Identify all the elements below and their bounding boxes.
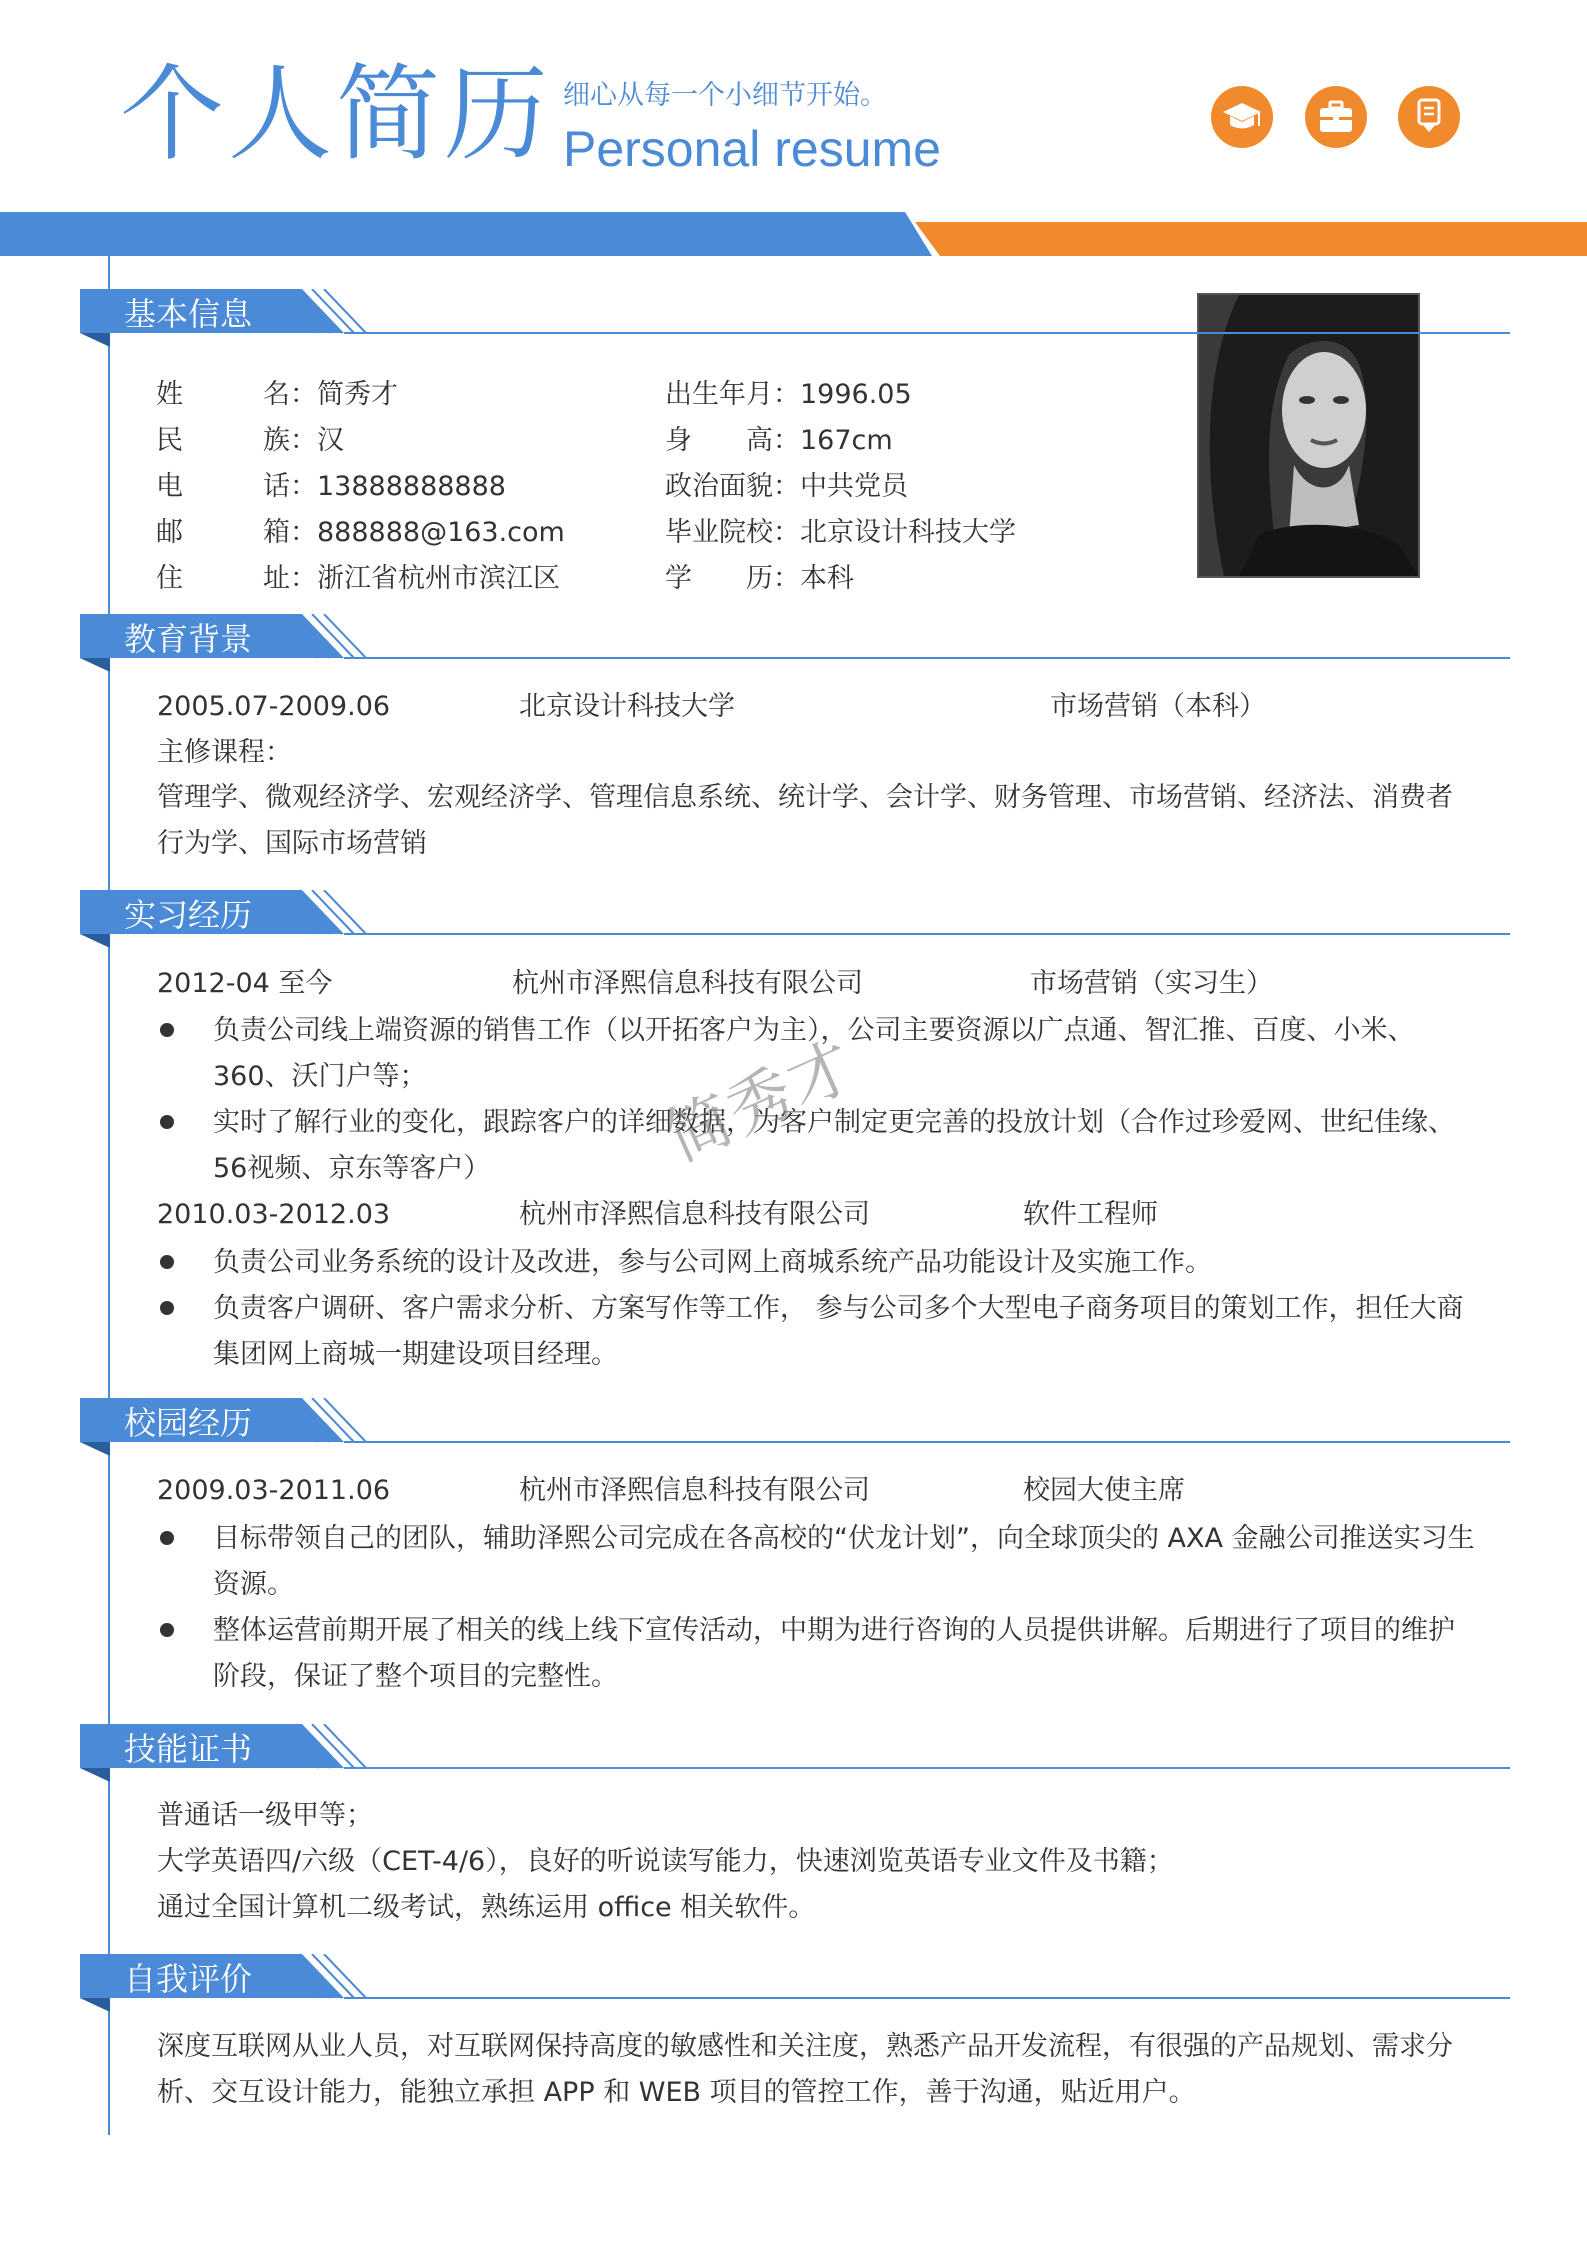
timeline-line (108, 255, 110, 2135)
info-label: 政治面貌 (665, 471, 773, 502)
section-title: 基本信息 (124, 295, 253, 333)
skill-item: 大学英语四/六级（CET-4/6），良好的听说读写能力，快速浏览英语专业文件及书籍； (157, 1846, 1174, 1877)
bullet-dot (160, 1255, 174, 1269)
info-value: ：本科 (773, 563, 854, 594)
job-company: 杭州市泽熙信息科技有限公司 (512, 968, 863, 999)
info-label: 身高 (665, 425, 773, 456)
bullet-dot (160, 1623, 174, 1637)
header-banner (0, 212, 1587, 256)
skill-item: 普通话一级甲等； (157, 1800, 373, 1831)
info-label: 住址 (156, 563, 290, 594)
info-label: 姓名 (156, 379, 290, 410)
bullet-dot (160, 1531, 174, 1545)
info-row (665, 464, 908, 502)
section-header-internship (80, 890, 1510, 952)
page-title: 个人简历 (120, 53, 553, 175)
info-row (156, 464, 506, 502)
section-header-skills (80, 1724, 1510, 1786)
info-row (156, 510, 565, 548)
section-header-self (80, 1954, 1510, 2016)
info-row (156, 372, 398, 410)
section-header-education (80, 614, 1510, 676)
courses-label: 主修课程： (157, 737, 292, 768)
info-value: ：浙江省杭州市滨江区 (290, 563, 560, 594)
info-value: ：北京设计科技大学 (773, 517, 1016, 548)
campus-company: 杭州市泽熙信息科技有限公司 (519, 1475, 870, 1506)
bullet-dot (160, 1115, 174, 1129)
briefcase-icon (1305, 86, 1367, 148)
info-label: 学历 (665, 563, 773, 594)
edu-period: 2005.07-2009.06 (157, 691, 391, 722)
campus-bullet: 目标带领自己的团队，辅助泽熙公司完成在各高校的“伏龙计划”，向全球顶尖的 AXA 金融公司推送实习生资源。 (213, 1523, 1475, 1600)
section-header-campus (80, 1398, 1510, 1460)
bullet-dot (160, 1023, 174, 1037)
info-row (156, 418, 344, 456)
job-role: 软件工程师 (1023, 1199, 1158, 1230)
info-row (665, 510, 1016, 548)
info-value: ：888888@163.com (290, 517, 565, 548)
info-label: 民族 (156, 425, 290, 456)
section-title: 校园经历 (124, 1404, 253, 1442)
section-title: 实习经历 (124, 896, 253, 934)
job-bullet: 负责客户调研、客户需求分析、方案写作等工作， 参与公司多个大型电子商务项目的策划工作，担任大商集团网上商城一期建设项目经理。 (213, 1293, 1464, 1370)
job-role: 市场营销（实习生） (1030, 968, 1273, 999)
info-row (665, 418, 893, 456)
job-bullet: 负责公司业务系统的设计及改进，参与公司网上商城系统产品功能设计及实施工作。 (213, 1247, 1212, 1278)
certificate-icon (1398, 86, 1460, 148)
campus-period: 2009.03-2011.06 (157, 1475, 391, 1506)
info-row (156, 556, 560, 594)
info-label: 电话 (156, 471, 290, 502)
section-title: 教育背景 (124, 620, 253, 658)
tagline-en: Personal resume (563, 121, 941, 177)
info-value: ：汉 (290, 425, 344, 456)
watermark: 简秀才 (656, 1028, 868, 1177)
job-company: 杭州市泽熙信息科技有限公司 (519, 1199, 870, 1230)
info-label: 出生年月 (665, 379, 773, 410)
info-label: 毕业院校 (665, 517, 773, 548)
edu-school: 北京设计科技大学 (519, 691, 735, 722)
job-bullet: 负责公司线上端资源的销售工作（以开拓客户为主），公司主要资源以广点通、智汇推、百度、小米、360、沃门户等； (213, 1015, 1415, 1092)
self-eval-text: 深度互联网从业人员，对互联网保持高度的敏感性和关注度，熟悉产品开发流程，有很强的产品规划、需求分析、交互设计能力，能独立承担 APP 和 WEB 项目的管控工作，善于沟通，贴近用户。 (157, 2031, 1453, 2108)
campus-role: 校园大使主席 (1023, 1475, 1185, 1506)
info-value: ：13888888888 (290, 471, 506, 502)
info-value: ：1996.05 (773, 379, 912, 410)
edu-major: 市场营销（本科） (1050, 691, 1266, 722)
courses-text: 管理学、微观经济学、宏观经济学、管理信息系统、统计学、会计学、财务管理、市场营销、经济法、消费者行为学、国际市场营销 (157, 782, 1453, 859)
section-title: 技能证书 (124, 1730, 253, 1768)
job-period: 2010.03-2012.03 (157, 1199, 391, 1230)
job-period: 2012-04 至今 (157, 968, 333, 999)
info-row (665, 556, 854, 594)
info-value: ：简秀才 (290, 379, 398, 410)
section-title: 自我评价 (124, 1960, 253, 1998)
tagline-cn: 细心从每一个小细节开始。 (563, 80, 887, 111)
section-header-basic (80, 289, 1510, 351)
info-label: 邮箱 (156, 517, 290, 548)
info-row (665, 372, 912, 410)
graduation-cap-icon (1211, 86, 1273, 148)
bullet-dot (160, 1301, 174, 1315)
campus-bullet: 整体运营前期开展了相关的线上线下宣传活动，中期为进行咨询的人员提供讲解。后期进行了项目的维护阶段，保证了整个项目的完整性。 (213, 1615, 1455, 1692)
info-value: ：167cm (773, 425, 893, 456)
info-value: ：中共党员 (773, 471, 908, 502)
skill-item: 通过全国计算机二级考试，熟练运用 office 相关软件。 (157, 1892, 816, 1923)
job-bullet: 实时了解行业的变化，跟踪客户的详细数据，为客户制定更完善的投放计划（合作过珍爱网、世纪佳缘、56视频、京东等客户） (213, 1107, 1455, 1184)
